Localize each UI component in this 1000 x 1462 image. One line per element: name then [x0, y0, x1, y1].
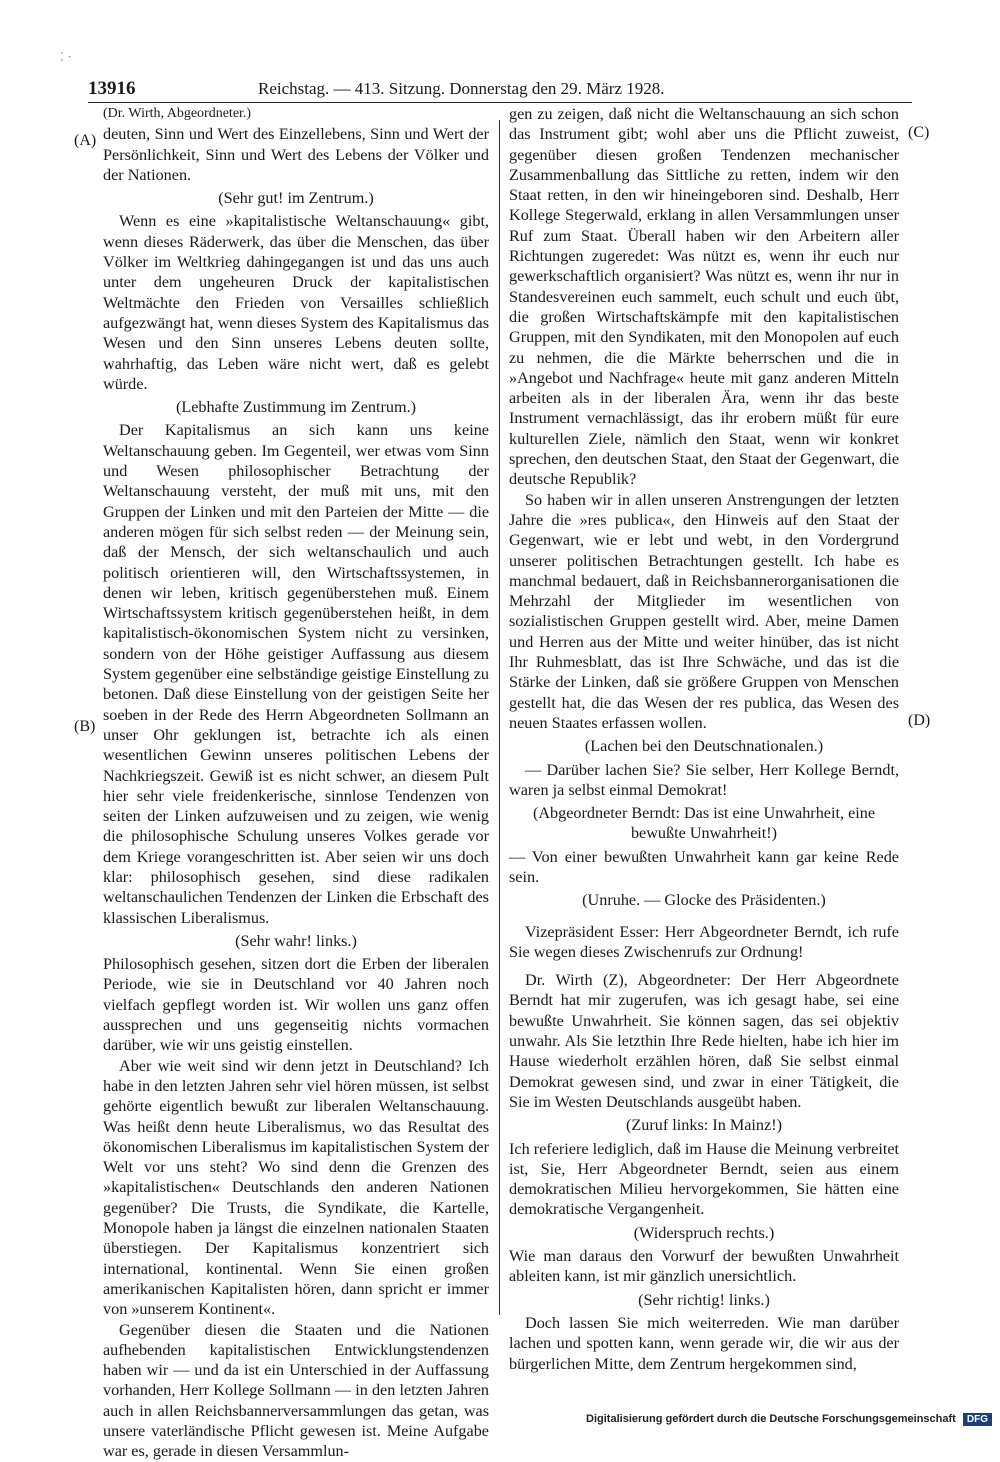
interjection: (Lachen bei den Deutschnationalen.) [584, 737, 824, 756]
interjection: (Unruhe. — Glocke des Präsidenten.) [582, 891, 826, 910]
interjection: (Lebhafte Zustimmung im Zentrum.) [175, 398, 417, 417]
paragraph: Der Kapitalismus an sich kann uns keine Weltanschauung geben. Im Gegenteil, wer etwas vom Sinn und Wesen philosophischer Betrachtung der Weltanschauung versteht, der muß mit uns, mit den Gruppen der Linken und mit den Parteien der Mitte — die anderen mögen für sich selbst reden — der Meinung sein, daß der Mensch, der sich weltanschaulich und auch politisch orientieren will, den Wirtschaftssystemen, in denen wir leben, kritisch gegenüberstehen muß. Einem Wirtschaftssystem kritisch gegenüberstehen heißt, in dem kapitalistisch-ökonomischen System nicht zu versinken, sondern von der Höhe geistiger Auffassung aus diesem System gegenüber eine selbständige geistige Einstellung zu betonen. Daß diese Einstellung von der geistigen Seite her soeben in der Rede des Herrn Abgeordneten Sollmann an unser Ohr geklungen ist, betrachte ich als einen wesentlichen Gewinn unseres politischen Lebens der Nachkriegszeit. Gewiß ist es nicht schwer, an diesem Pult hier sehr viele freidenkerische, sinnlose Tendenzen von seiten der Linken aufzuweisen und zu zeigen, wie wenig die philosophische Schulung unseres Volkes gerade vor dem Kriege vorangeschritten ist. Aber seien wir uns doch klar: philosophisch gesehen, sind diese radikalen weltanschaulichen Tendenzen der Linken die Erbschaft des klassischen Liberalismus. [103, 421, 489, 927]
paragraph: Doch lassen Sie mich weiterreden. Wie man darüber lachen und spotten kann, wenn gerade wir, die wir aus der bürgerlichen Mitte, dem Zentrum hergekommen sind, [509, 1313, 899, 1373]
paragraph: Ich referiere lediglich, daß im Hause die Meinung verbreitet ist, Sie, Herr Abgeordneter Berndt, seien aus einem demokratischen Milieu hervorgekommen, Sie hätten eine demokratische Vergangenheit. [509, 1139, 899, 1219]
spacer [509, 914, 899, 922]
presidential-remark: Vizepräsident Esser: Herr Abgeordneter Berndt, ich rufe Sie wegen dieses Zwischenrufs zur Ordnung! [509, 922, 899, 961]
interjection: (Widerspruch rechts.) [633, 1223, 775, 1242]
column-divider [499, 120, 500, 1315]
paragraph: deuten, Sinn und Wert des Einzellebens, Sinn und Wert der Persönlichkeit, Sinn und Wert des Lebens der Völker und der Nationen. [103, 125, 489, 184]
left-column [103, 104, 489, 1462]
dfg-logo: DFG [963, 1413, 992, 1426]
spacer [509, 962, 899, 970]
margin-marker-b: (B) [74, 718, 96, 735]
running-title: Reichstag. — 413. Sitzung. Donnerstag den 29. März 1928. [258, 79, 665, 98]
margin-marker-a: (A) [74, 132, 97, 149]
scan-speck: ⁚ · [60, 50, 72, 64]
paragraph: Wenn es eine »kapitalistische Weltanschauung« gibt, wenn dieses Räderwerk, das über die Menschen, das über Völker im Weltkrieg dahingegangen ist und das uns auch unter dem ungeheuren Druck der kapitalistischen Weltmächte den Frieden von Versailles schließlich aufgezwängt hat, wenn dieses System des Kapitalismus das Wesen und den Sinn unseres Lebens deuten sollte, wahrhaftig, das Leben wäre nicht wert, daß es gelebt würde. [103, 212, 489, 393]
margin-marker-c: (C) [908, 124, 930, 141]
paragraph: So haben wir in allen unseren Anstrengungen der letzten Jahre die »res publica«, den Hinweis auf den Staat der Gegenwart, wie er lebt und webt, in den Vordergrund unserer politischen Betrachtungen gestellt. Ich habe es manchmal bedauert, daß in Reichsbannerorganisationen die Mehrzahl der Mitglieder im wesentlichen von sozialistischen Gruppen gestellt wird. Aber, meine Damen und Herren aus der Mitte und weiter hinüber, das ist nicht Ihr Ruhmesblatt, das ist Ihre Schwäche, und das ist die Stärke der Linken, daß sie größere Gruppen von Menschen gestellt hat, die das Wesen der res publica, das Wesen des neuen Staates erfassen wollen. [509, 490, 899, 732]
page-number: 13916 [88, 78, 136, 99]
paragraph: Wie man daraus den Vorwurf der bewußten Unwahrheit ableiten kann, ist mir gänzlich unersichtlich. [509, 1247, 899, 1286]
digitization-credit [586, 1413, 992, 1426]
right-column [509, 104, 899, 1374]
interjection: (Zuruf links: In Mainz!) [626, 1116, 782, 1135]
interjection: (Sehr gut! im Zentrum.) [218, 189, 374, 208]
paragraph: — Von einer bewußten Unwahrheit kann gar keine Rede sein. [509, 847, 899, 886]
speech-paragraph: Dr. Wirth (Z), Abgeordneter: Der Herr Abgeordnete Berndt hat mir zugerufen, was ich gesagt habe, sei eine bewußte Unwahrheit. Sie können sagen, das sei objektiv unwahr. Als Sie letzthin Ihre Rede hielten, habe ich hier im Hause wiederholt erzählen hören, daß Sie selbst einmal Demokrat gewesen sind, und zwar in einer Tätigkeit, die Sie im Westen Deutschlands ausgeübt haben. [509, 971, 899, 1111]
speaker-continuation: (Dr. Wirth, Abgeordneter.) [103, 106, 252, 121]
paragraph: Philosophisch gesehen, sitzen dort die Erben der liberalen Periode, wie sie in Deutschland vor 40 Jahren noch vielfach gepflegt worden ist. Wir wollen uns ganz offen aussprechen und uns gegenseitig nichts vormachen darüber, wie wir uns geistig einstellen. [103, 955, 489, 1055]
paragraph: Gegenüber diesen die Staaten und die Nationen aufhebenden kapitalistischen Entwicklungstendenzen haben wir — und da ist ein Unterschied in der Auffassung vorhanden, Herr Kollege Sollmann — in den letzten Jahren auch in allen Reichsbannerversammlungen das getan, was unsere vaterländische Pflicht gewesen ist. Meine Aufgabe war es, gerade in diesen Versammlun- [103, 1320, 489, 1461]
interjection: (Abgeordneter Berndt: Das ist eine Unwahrheit, eine bewußte Unwahrheit!) [532, 804, 876, 843]
paragraph: Aber wie weit sind wir denn jetzt in Deutschland? Ich habe in den letzten Jahren sehr viel hören müssen, ist selbst gehörte eigentlich bewußt zur liberalen Weltanschauung. Was heißt denn heute Liberalismus, wo das Resultat des ökonomischen Liberalismus im kapitalistischen System der Welt vor uns steht? Wo sind denn die Grenzen des »kapitalistischen« Deutschlands den anderen Nationen gegenüber? Die Trusts, die Syndikate, die Kartelle, Monopole haben ja längst die einzelnen nationalen Staaten überstiegen. Der Kapitalismus konzentriert sich international, kontinental. Wenn Sie einen großen amerikanischen Kapitalisten hören, dann spricht er immer von »unserem Kontinent«. [103, 1056, 489, 1319]
paragraph: gen zu zeigen, daß nicht die Weltanschauung an sich schon das Instrument gibt; wohl aber uns die Pflicht zuweist, gegenüber diesen großen Tendenzen mechanischer Zusammenballung das Sittliche zu retten, indem wir den Staat retten, in den wir hineingeboren sind. Deshalb, Herr Kollege Stegerwald, erklang in allen Versammlungen unser Ruf zum Staat. Überall haben wir den Arbeitern aller Richtungen zugeredet: Was nützt es, wenn ihr euch nur gewerkschaftlich organisiert? Was nützt es, wenn ihr nur in Standesvereinen euch sammelt, euch schult und euch übt, die großen Wirtschaftskämpfe mit den kapitalistischen Gruppen, mit den Syndikaten, mit den Monopolen auf euch zu nehmen, die die Märkte beherrschen und die in »Angebot und Nachfrage« heute mit ganz anderen Mitteln arbeiten als in der liberalen Ära, wenn ihr das beste Instrument vernachlässigt, das ihr erobern müßt für eure kulturellen Ziele, nämlich den Staat, wenn wir konkret sprechen, den deutschen Staat, den Staat der Gegenwart, die deutsche Republik? [509, 105, 899, 489]
credit-text: Digitalisierung gefördert durch die Deutsche Forschungsgemeinschaft [586, 1413, 956, 1425]
paragraph: — Darüber lachen Sie? Sie selber, Herr Kollege Berndt, waren ja selbst einmal Demokrat! [509, 760, 899, 799]
margin-marker-d: (D) [908, 712, 931, 729]
interjection: (Sehr richtig! links.) [638, 1290, 770, 1309]
interjection: (Sehr wahr! links.) [235, 931, 357, 950]
page-header [88, 78, 912, 103]
